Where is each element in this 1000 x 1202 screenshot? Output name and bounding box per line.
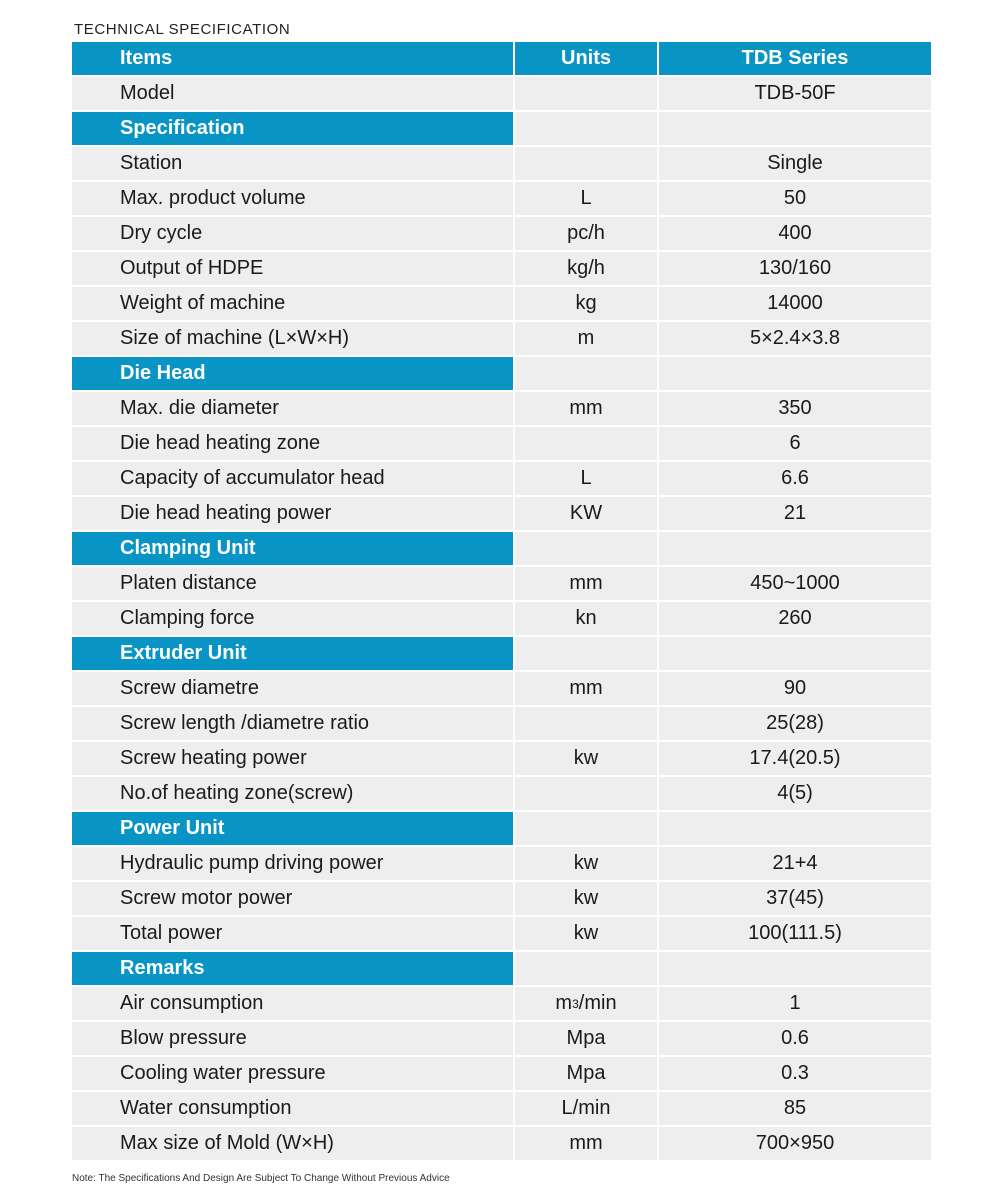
row-unit: Mpa: [515, 1022, 657, 1055]
row-value: 0.3: [659, 1057, 931, 1090]
row-unit: Mpa: [515, 1057, 657, 1090]
section-header-row: [72, 532, 931, 565]
table-row: [72, 847, 931, 880]
row-label: Max size of Mold (W×H): [72, 1127, 513, 1160]
table-row: [72, 987, 931, 1020]
unit-base: m: [555, 992, 573, 1014]
row-value: 350: [659, 392, 931, 425]
row-unit: kn: [515, 602, 657, 635]
row-unit: m: [515, 322, 657, 355]
section-value-blank: [659, 357, 931, 390]
row-value: 25(28): [659, 707, 931, 740]
section-value-blank: [659, 812, 931, 845]
row-unit: L: [515, 462, 657, 495]
table-header: [72, 42, 931, 75]
row-unit: [515, 427, 657, 460]
section-title: Clamping Unit: [72, 532, 513, 565]
row-label: Max. product volume: [72, 182, 513, 215]
row-unit: kw: [515, 847, 657, 880]
row-label: No.of heating zone(screw): [72, 777, 513, 810]
table-row: [72, 672, 931, 705]
row-unit: kg: [515, 287, 657, 320]
section-title: Specification: [72, 112, 513, 145]
section-unit-blank: [515, 357, 657, 390]
row-value: 700×950: [659, 1127, 931, 1160]
row-unit: [515, 707, 657, 740]
table-row: [72, 462, 931, 495]
row-label: Cooling water pressure: [72, 1057, 513, 1090]
section-unit-blank: [515, 812, 657, 845]
row-unit: mm: [515, 672, 657, 705]
row-value: 100(111.5): [659, 917, 931, 950]
row-value: 85: [659, 1092, 931, 1125]
row-unit: mm: [515, 392, 657, 425]
unit-suffix: /min: [578, 992, 617, 1014]
section-header-row: [72, 637, 931, 670]
row-label: Hydraulic pump driving power: [72, 847, 513, 880]
row-value: TDB-50F: [659, 77, 931, 110]
row-unit: L: [515, 182, 657, 215]
table-row: [72, 742, 931, 775]
row-value: 0.6: [659, 1022, 931, 1055]
row-value: 6: [659, 427, 931, 460]
row-unit: [515, 777, 657, 810]
row-label: Screw motor power: [72, 882, 513, 915]
row-value: 1: [659, 987, 931, 1020]
row-label: Die head heating zone: [72, 427, 513, 460]
table-row: [72, 427, 931, 460]
row-value: 5×2.4×3.8: [659, 322, 931, 355]
section-value-blank: [659, 112, 931, 145]
row-unit: kw: [515, 742, 657, 775]
table-row: [72, 1092, 931, 1125]
table-row: [72, 1057, 931, 1090]
table-row: [72, 917, 931, 950]
row-unit: KW: [515, 497, 657, 530]
section-header-row: [72, 112, 931, 145]
row-label: Dry cycle: [72, 217, 513, 250]
header-units: Units: [515, 42, 657, 75]
row-label: Screw diametre: [72, 672, 513, 705]
row-label: Total power: [72, 917, 513, 950]
table-row: [72, 392, 931, 425]
table-row: [72, 1022, 931, 1055]
table-row: [72, 567, 931, 600]
row-label: Air consumption: [72, 987, 513, 1020]
table-row: [72, 1127, 931, 1160]
page-title: TECHNICAL SPECIFICATION: [74, 21, 291, 38]
section-value-blank: [659, 637, 931, 670]
row-unit: kw: [515, 917, 657, 950]
row-value: 6.6: [659, 462, 931, 495]
row-label: Weight of machine: [72, 287, 513, 320]
row-unit: [515, 147, 657, 180]
footnote: Note: The Specifications And Design Are Subject To Change Without Previous Advice: [72, 1173, 450, 1184]
row-value: 90: [659, 672, 931, 705]
row-value: 14000: [659, 287, 931, 320]
row-value: 130/160: [659, 252, 931, 285]
table-row: [72, 287, 931, 320]
table-row: [72, 322, 931, 355]
section-title: Power Unit: [72, 812, 513, 845]
row-unit: L/min: [515, 1092, 657, 1125]
table-row: [72, 217, 931, 250]
section-title: Extruder Unit: [72, 637, 513, 670]
row-unit: mm: [515, 1127, 657, 1160]
table-row: [72, 777, 931, 810]
section-header-row: [72, 812, 931, 845]
row-label: Model: [72, 77, 513, 110]
row-label: Station: [72, 147, 513, 180]
table-row: [72, 707, 931, 740]
header-items: Items: [72, 42, 513, 75]
row-unit: mm: [515, 567, 657, 600]
row-value: Single: [659, 147, 931, 180]
row-label: Die head heating power: [72, 497, 513, 530]
section-unit-blank: [515, 952, 657, 985]
row-unit: kg/h: [515, 252, 657, 285]
row-value: 50: [659, 182, 931, 215]
row-label: Platen distance: [72, 567, 513, 600]
row-label: Water consumption: [72, 1092, 513, 1125]
section-title: Remarks: [72, 952, 513, 985]
row-unit: m 3 /min: [515, 987, 657, 1020]
row-label: Clamping force: [72, 602, 513, 635]
row-label: Blow pressure: [72, 1022, 513, 1055]
row-value: 4(5): [659, 777, 931, 810]
sections-container: [72, 112, 931, 1160]
row-value: 17.4(20.5): [659, 742, 931, 775]
table-row: [72, 882, 931, 915]
section-unit-blank: [515, 637, 657, 670]
section-unit-blank: [515, 532, 657, 565]
table-row: [72, 497, 931, 530]
row-unit: kw: [515, 882, 657, 915]
spec-table: [72, 42, 931, 1162]
row-value: 450~1000: [659, 567, 931, 600]
row-value: 21: [659, 497, 931, 530]
section-header-row: [72, 357, 931, 390]
row-label: Size of machine (L×W×H): [72, 322, 513, 355]
row-value: 37(45): [659, 882, 931, 915]
row-unit: pc/h: [515, 217, 657, 250]
header-series: TDB Series: [659, 42, 931, 75]
table-row: [72, 252, 931, 285]
row-value: 21+4: [659, 847, 931, 880]
row-label: Output of HDPE: [72, 252, 513, 285]
table-row: [72, 147, 931, 180]
section-unit-blank: [515, 112, 657, 145]
row-value: 400: [659, 217, 931, 250]
table-row: [72, 182, 931, 215]
section-header-row: [72, 952, 931, 985]
section-title: Die Head: [72, 357, 513, 390]
row-label: Max. die diameter: [72, 392, 513, 425]
row-unit: [515, 77, 657, 110]
table-row-model: [72, 77, 931, 110]
row-value: 260: [659, 602, 931, 635]
row-label: Screw length /diametre ratio: [72, 707, 513, 740]
section-value-blank: [659, 952, 931, 985]
row-label: Capacity of accumulator head: [72, 462, 513, 495]
section-value-blank: [659, 532, 931, 565]
table-row: [72, 602, 931, 635]
row-label: Screw heating power: [72, 742, 513, 775]
